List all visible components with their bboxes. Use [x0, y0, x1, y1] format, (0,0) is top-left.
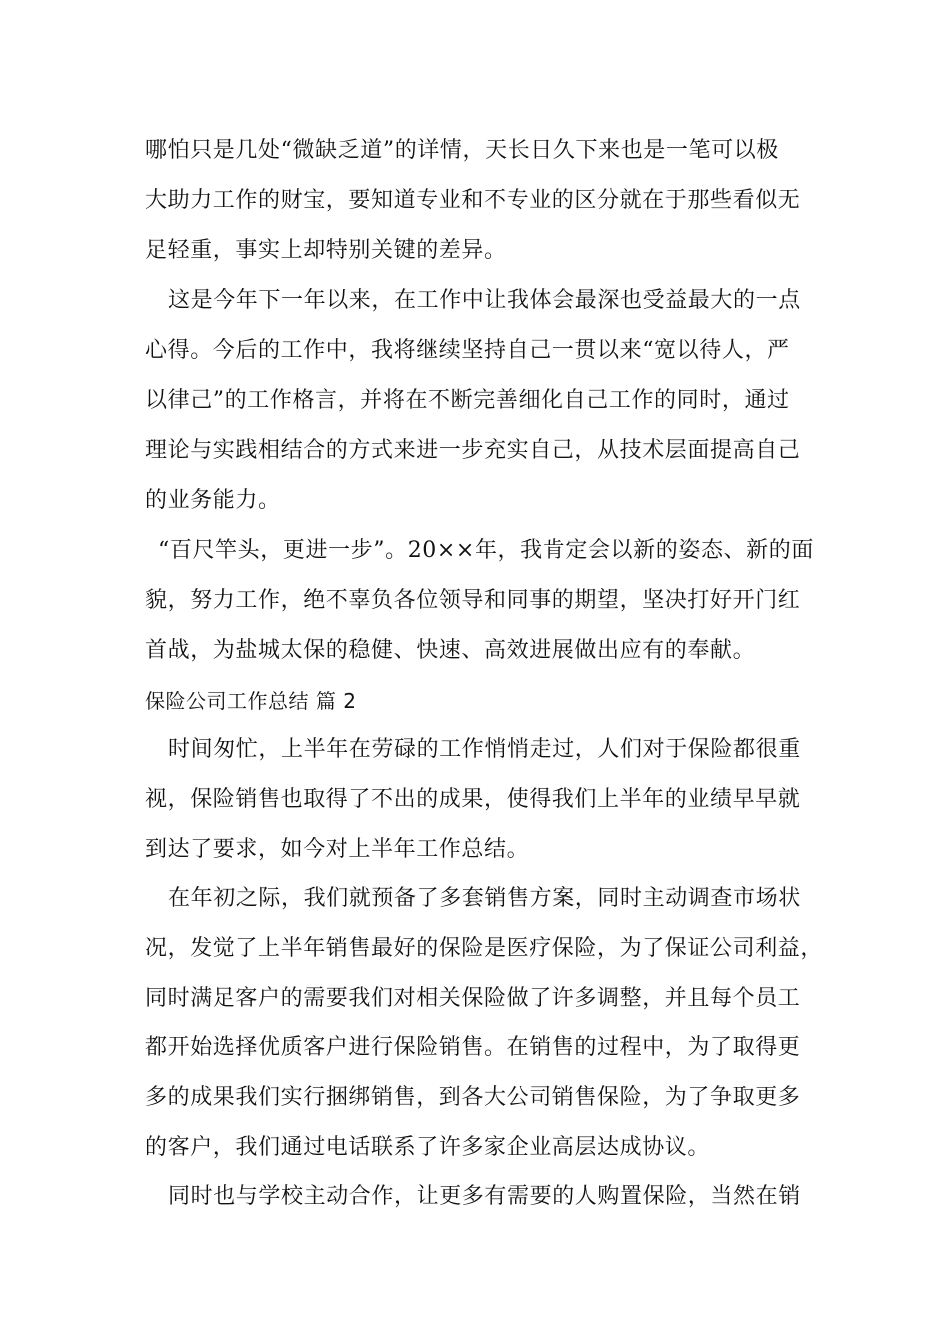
paragraph-line: 以律己”的工作格言，并将在不断完善细化自己工作的同时，通过: [145, 388, 790, 413]
paragraph-line: 大助力工作的财宝，要知道专业和不专业的区分就在于那些看似无: [145, 188, 801, 213]
paragraph-line: 理论与实践相结合的方式来进一步充实自己，从技术层面提高自己: [145, 438, 801, 463]
section-heading: 保险公司工作总结 篇 2: [145, 689, 357, 713]
paragraph-line: 足轻重，事实上却特别关键的差异。: [145, 238, 507, 263]
paragraph-line: 都开始选择优质客户进行保险销售。在销售的过程中，为了取得更: [145, 1035, 801, 1060]
paragraph-line: 同时也与学校主动合作，让更多有需要的人购置保险，当然在销: [168, 1184, 801, 1209]
paragraph-line: “百尺竿头，更进一步”。20××年，我肯定会以新的姿态、新的面: [158, 538, 814, 563]
paragraph-line: 心得。今后的工作中，我将继续坚持自己一贯以来“宽以待人，严: [145, 338, 790, 363]
paragraph-line: 的客户，我们通过电话联系了许多家企业高层达成协议。: [145, 1135, 711, 1160]
paragraph-line: 哪怕只是几处“微缺乏道”的详情，天长日久下来也是一笔可以极: [145, 138, 779, 163]
paragraph-line: 貌，努力工作，绝不辜负各位领导和同事的期望，坚决打好开门红: [145, 588, 801, 613]
paragraph-line: 视，保险销售也取得了不出的成果，使得我们上半年的业绩早早就: [145, 787, 801, 812]
paragraph-line: 多的成果我们实行捆绑销售，到各大公司销售保险，为了争取更多: [145, 1085, 801, 1110]
paragraph-line: 这是今年下一年以来，在工作中让我体会最深也受益最大的一点: [168, 288, 801, 313]
paragraph-line: 同时满足客户的需要我们对相关保险做了许多调整，并且每个员工: [145, 986, 801, 1011]
paragraph-line: 时间匆忙，上半年在劳碌的工作悄悄走过，人们对于保险都很重: [168, 737, 801, 762]
paragraph-line: 况，发觉了上半年销售最好的保险是医疗保险，为了保证公司利益，: [145, 936, 824, 961]
paragraph-line: 在年初之际，我们就预备了多套销售方案，同时主动调查市场状: [168, 886, 801, 911]
paragraph-line: 首战，为盐城太保的稳健、快速、高效进展做出应有的奉献。: [145, 638, 756, 663]
paragraph-line: 的业务能力。: [145, 488, 281, 513]
paragraph-line: 到达了要求，如今对上半年工作总结。: [145, 837, 530, 862]
